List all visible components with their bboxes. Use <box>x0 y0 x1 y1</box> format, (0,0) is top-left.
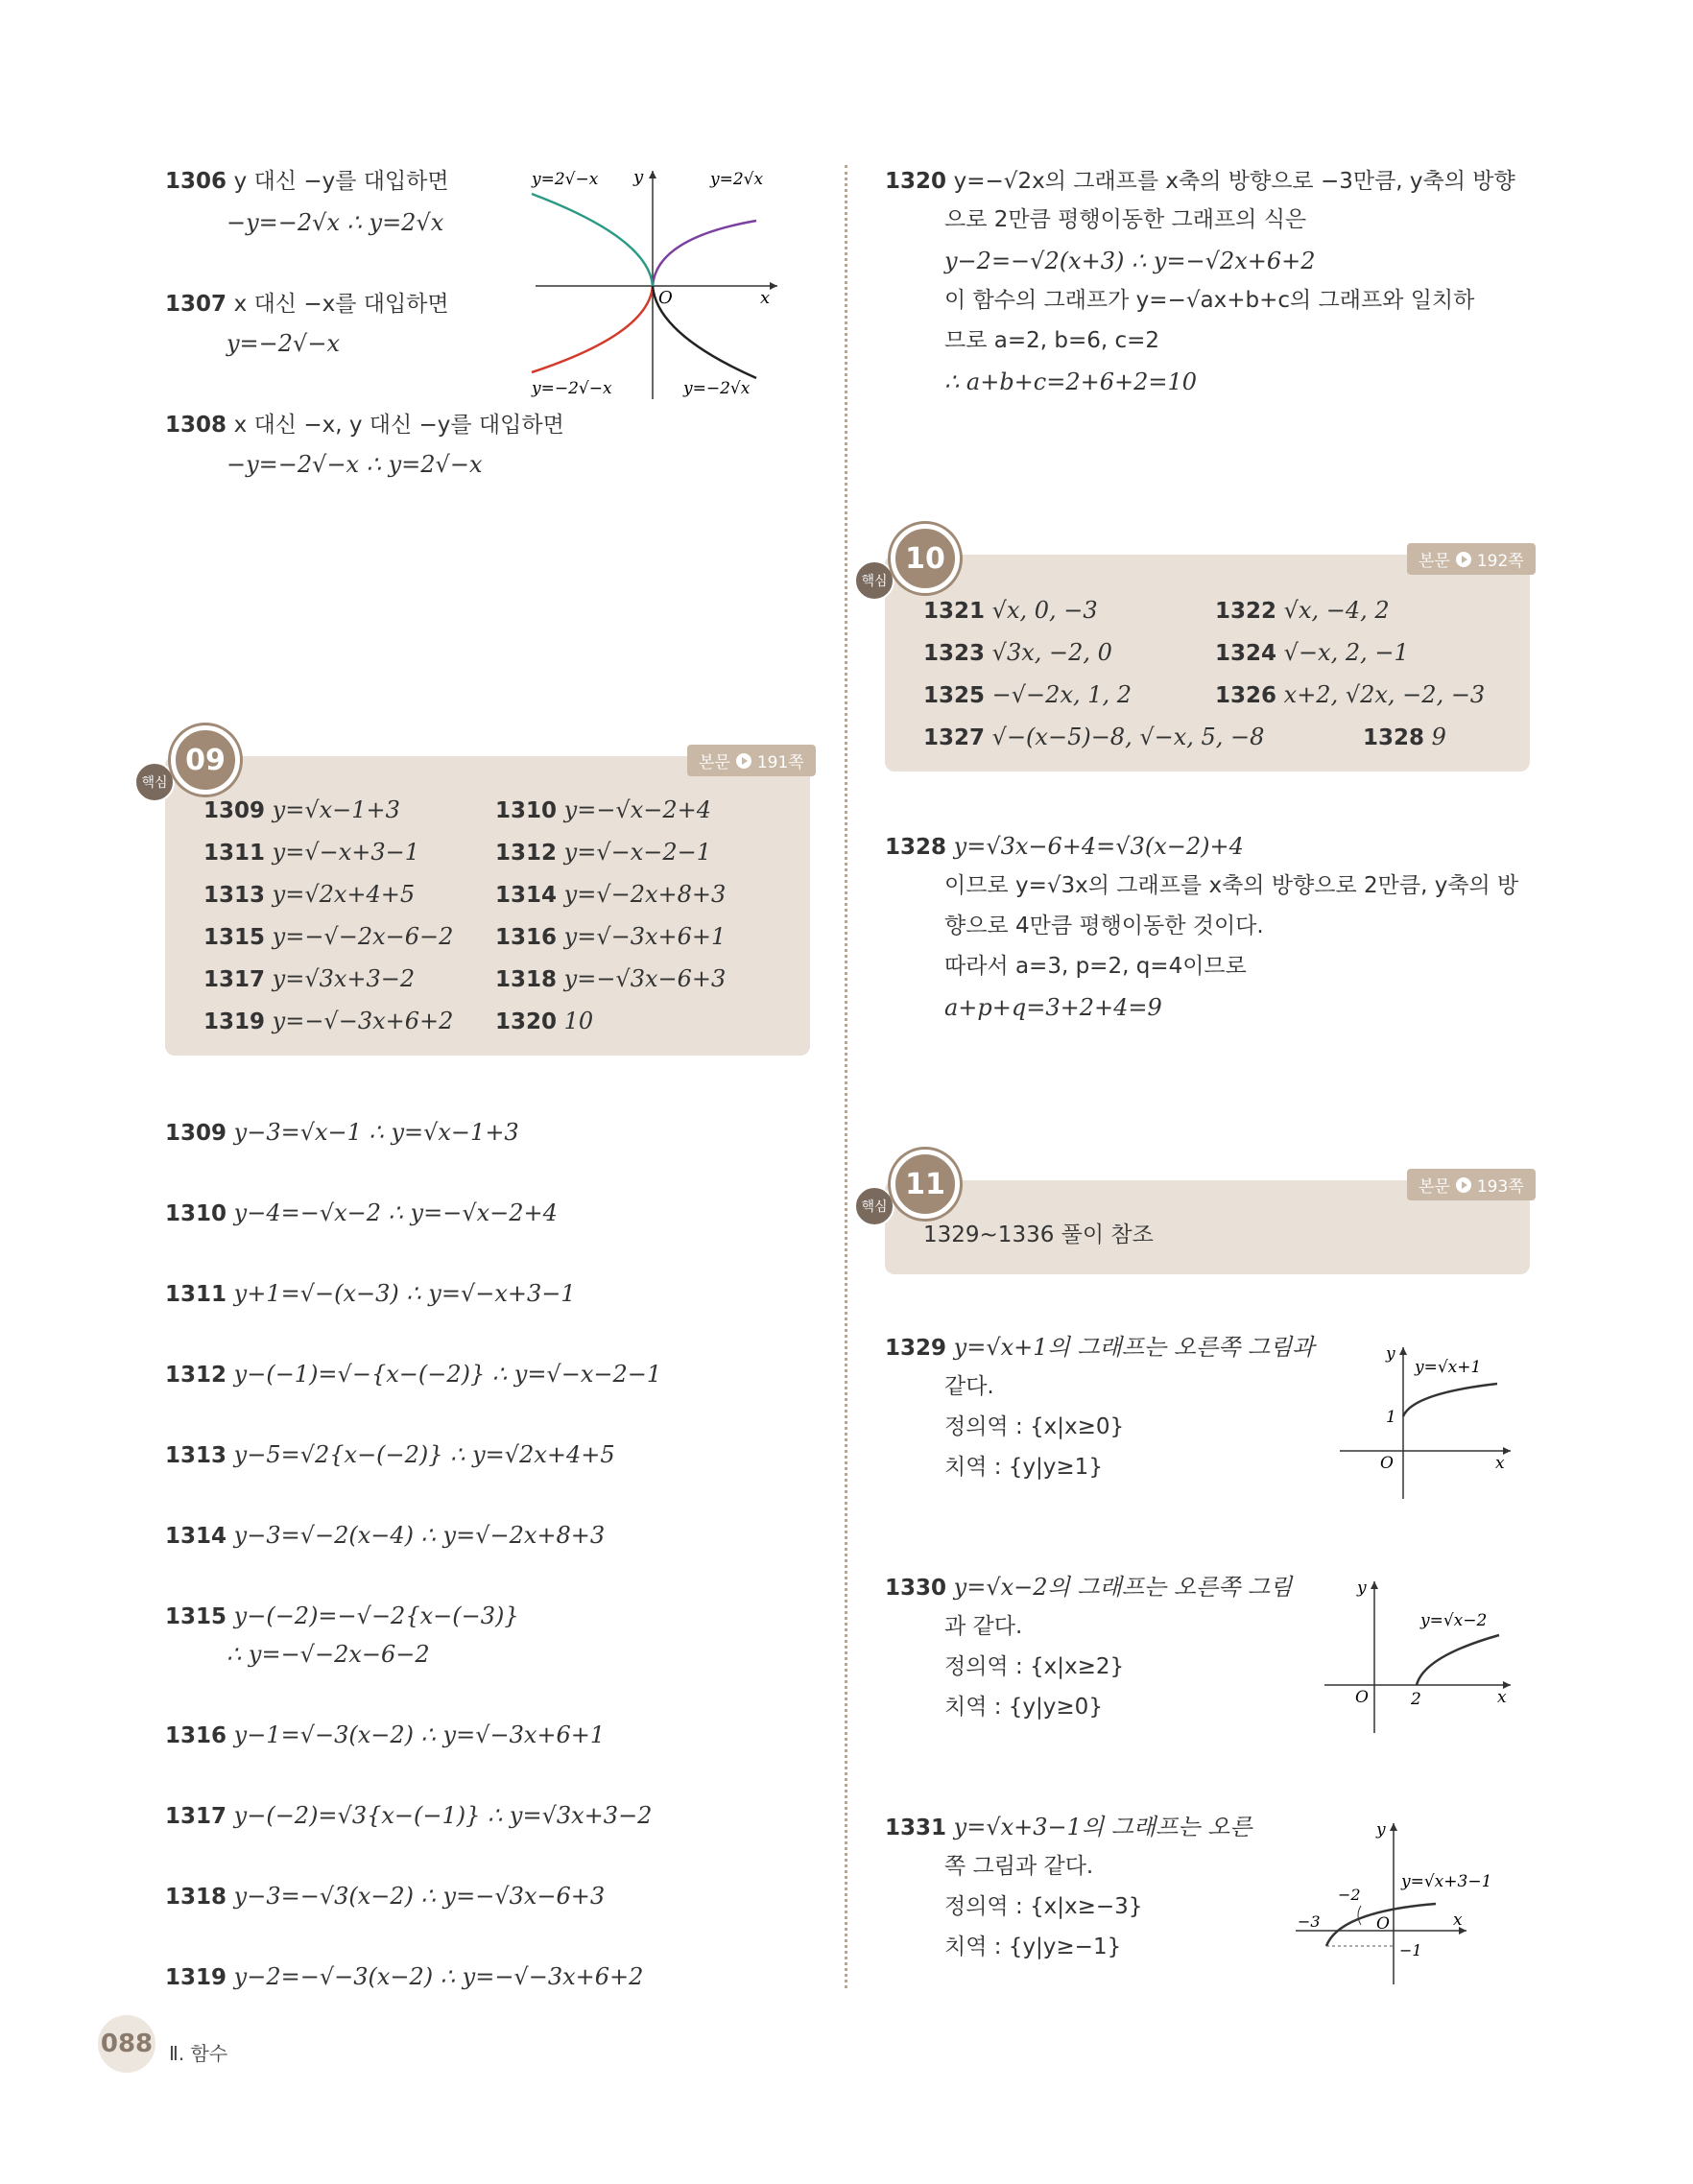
solution-line: y=−2√−x <box>227 330 340 357</box>
solution-line: 향으로 4만큼 평행이동한 것이다. <box>944 914 1264 938</box>
solution-line: 쪽 그림과 같다. <box>944 1854 1094 1879</box>
answer: y=√−3x+6+1 <box>563 923 727 950</box>
x-axis-label: x <box>1497 1688 1507 1707</box>
problem-number: 1317 <box>203 967 266 992</box>
tick-label: −1 <box>1399 1941 1422 1959</box>
arrow-icon <box>736 753 751 769</box>
answer: y=√3x+3−2 <box>272 965 416 992</box>
page-reference <box>1407 543 1536 575</box>
problem-number: 1313 <box>165 1443 227 1468</box>
problem-number: 1309 <box>165 1121 227 1146</box>
graph-1329 <box>1336 1340 1518 1503</box>
y-axis-label: y <box>1386 1344 1395 1364</box>
problem-number: 1317 <box>165 1804 227 1829</box>
answer: 9 <box>1431 724 1446 750</box>
solution-line: −y=−2√−x ∴ y=2√−x <box>227 451 483 478</box>
graph-1306 <box>526 161 785 401</box>
solution-line: 정의역 : {x|x≥2} <box>944 1654 1125 1679</box>
problem-number: 1316 <box>165 1723 227 1748</box>
label-br: y=−2√x <box>683 379 751 398</box>
answer: y=√−2x+8+3 <box>563 881 727 908</box>
problem-number: 1316 <box>495 925 558 950</box>
problem-number: 1314 <box>495 883 558 908</box>
problem-number: 1315 <box>165 1604 227 1629</box>
answer: √x, 0, −3 <box>991 597 1098 624</box>
solution-line: ∴ a+b+c=2+6+2=10 <box>944 368 1198 395</box>
ref-label: 본문 <box>1419 1177 1450 1197</box>
x-axis-label: x <box>760 288 771 308</box>
ref-label: 본문 <box>699 753 730 772</box>
answer: √−x, 2, −1 <box>1283 639 1409 666</box>
solution-line: y−(−1)=√−{x−(−2)} ∴ y=√−x−2−1 <box>233 1361 662 1388</box>
problem-number: 1315 <box>203 925 266 950</box>
core-tag: 핵심 <box>854 560 894 601</box>
problem-number: 1328 <box>1363 725 1425 750</box>
answer: −√−2x, 1, 2 <box>991 681 1133 708</box>
solution-line: y+1=√−(x−3) ∴ y=√−x+3−1 <box>233 1280 576 1307</box>
graph-1331 <box>1292 1816 1522 1988</box>
problem-number: 1320 <box>885 169 947 194</box>
solution-line: −y=−2√x ∴ y=2√x <box>227 209 444 236</box>
curve-label: y=√x+1 <box>1415 1358 1482 1377</box>
problem-number: 1312 <box>165 1363 227 1388</box>
problem-number: 1320 <box>495 1009 558 1034</box>
problem-number: 1324 <box>1215 641 1277 666</box>
answer: y=−√x−2+4 <box>563 796 712 823</box>
solution-line: 정의역 : {x|x≥0} <box>944 1414 1125 1439</box>
solution-line: y−(−2)=−√−2{x−(−3)} <box>233 1602 519 1629</box>
problem-number: 1325 <box>923 683 986 708</box>
label-tl: y=2√−x <box>532 170 599 189</box>
solution-line: 치역 : {y|y≥0} <box>944 1695 1103 1720</box>
y-axis-label: y <box>633 167 644 187</box>
core-tag: 핵심 <box>134 762 175 802</box>
solution-line: y−3=√x−1 ∴ y=√x−1+3 <box>233 1119 519 1146</box>
arrow-icon <box>1456 552 1471 567</box>
answer: x+2, √2x, −2, −3 <box>1283 681 1486 708</box>
problem-number: 1307 <box>165 292 227 317</box>
solution-line: y=√x+1의 그래프는 오른쪽 그림과 <box>953 1334 1315 1361</box>
problem-number: 1318 <box>165 1885 227 1910</box>
solution-line: y−1=√−3(x−2) ∴ y=√−3x+6+1 <box>233 1721 606 1748</box>
label-tr: y=2√x <box>710 170 764 189</box>
problem-number: 1331 <box>885 1816 947 1840</box>
solution-line: y=√x+3−1의 그래프는 오른 <box>953 1814 1252 1840</box>
x-axis-label: x <box>1453 1911 1463 1930</box>
problem-number: 1310 <box>165 1201 227 1226</box>
section-badge: 11 <box>891 1150 960 1219</box>
answer: y=√−x+3−1 <box>272 839 420 866</box>
ref-page: 193쪽 <box>1476 1177 1524 1197</box>
problem-number: 1323 <box>923 641 986 666</box>
solution-line: y 대신 −y를 대입하면 <box>233 169 449 194</box>
solution-line: 치역 : {y|y≥1} <box>944 1455 1103 1480</box>
answer: 10 <box>563 1008 594 1034</box>
answer: y=−√3x−6+3 <box>563 965 727 992</box>
solution-line: y−3=−√3(x−2) ∴ y=−√3x−6+3 <box>233 1883 606 1910</box>
ref-page: 191쪽 <box>756 753 804 772</box>
box11-text: 1329~1336 풀이 참조 <box>923 1223 1154 1247</box>
solution-line: x 대신 −x, y 대신 −y를 대입하면 <box>233 413 564 438</box>
curve-label: y=√x+3−1 <box>1401 1872 1492 1891</box>
solution-line: 같다. <box>944 1374 994 1399</box>
problem-number: 1314 <box>165 1524 227 1549</box>
origin-label: O <box>1380 1454 1394 1473</box>
problem-number: 1312 <box>495 841 558 866</box>
page-number: 088 <box>98 2015 155 2073</box>
answer: √3x, −2, 0 <box>991 639 1112 666</box>
arrow-icon <box>1456 1177 1471 1193</box>
label-bl: y=−2√−x <box>532 379 612 398</box>
problem-number: 1309 <box>203 798 266 823</box>
page-reference <box>687 745 816 776</box>
answer: y=√x−1+3 <box>272 796 400 823</box>
answer: y=√2x+4+5 <box>272 881 416 908</box>
chapter-title: Ⅱ. 함수 <box>169 2042 228 2065</box>
solution-line: y=−√2x의 그래프를 x축의 방향으로 −3만큼, y축의 방향 <box>953 169 1515 194</box>
origin-label: O <box>1355 1688 1369 1707</box>
problem-number: 1319 <box>203 1009 266 1034</box>
solution-line: 므로 a=2, b=6, c=2 <box>944 328 1160 353</box>
solution-line: ∴ y=−√−2x−6−2 <box>227 1641 430 1668</box>
problem-number: 1308 <box>165 413 227 438</box>
x-axis-label: x <box>1495 1454 1505 1473</box>
problem-number: 1329 <box>885 1336 947 1361</box>
problem-number: 1330 <box>885 1576 947 1601</box>
solution-line: 이 함수의 그래프가 y=−√ax+b+c의 그래프와 일치하 <box>944 288 1475 313</box>
solution-line: 이므로 y=√3x의 그래프를 x축의 방향으로 2만큼, y축의 방 <box>944 873 1519 898</box>
column-divider <box>845 165 847 1988</box>
section-badge: 09 <box>171 725 240 795</box>
solution-line: y=√3x−6+4=√3(x−2)+4 <box>953 833 1244 860</box>
problem-number: 1310 <box>495 798 558 823</box>
answer: √x, −4, 2 <box>1283 597 1390 624</box>
problem-number: 1313 <box>203 883 266 908</box>
answer: y=−√−3x+6+2 <box>272 1008 454 1034</box>
problem-number: 1319 <box>165 1965 227 1990</box>
problem-number: 1326 <box>1215 683 1277 708</box>
answer: √−(x−5)−8, √−x, 5, −8 <box>991 724 1265 750</box>
solution-line: x 대신 −x를 대입하면 <box>233 292 449 317</box>
solution-line: y=√x−2의 그래프는 오른쪽 그림 <box>953 1574 1293 1601</box>
curve-label: y=√x−2 <box>1420 1611 1488 1630</box>
y-axis-label: y <box>1357 1579 1367 1598</box>
solution-line: 으로 2만큼 평행이동한 그래프의 식은 <box>944 207 1307 232</box>
solution-line: 정의역 : {x|x≥−3} <box>944 1894 1143 1919</box>
problem-number: 1311 <box>165 1282 227 1307</box>
origin-label: O <box>1376 1914 1390 1934</box>
solution-line: y−3=√−2(x−4) ∴ y=√−2x+8+3 <box>233 1522 606 1549</box>
problem-number: 1306 <box>165 169 227 194</box>
tick-label: 1 <box>1386 1408 1396 1427</box>
page-reference <box>1407 1169 1536 1200</box>
solution-line: 과 같다. <box>944 1614 1023 1639</box>
problem-number: 1328 <box>885 835 947 860</box>
origin-label: O <box>658 288 673 308</box>
solution-line: y−4=−√x−2 ∴ y=−√x−2+4 <box>233 1199 558 1226</box>
solution-line: y−2=−√2(x+3) ∴ y=−√2x+6+2 <box>944 248 1316 274</box>
y-axis-label: y <box>1376 1820 1386 1840</box>
tick-label: 2 <box>1411 1690 1421 1709</box>
ref-page: 192쪽 <box>1476 552 1524 571</box>
problem-number: 1327 <box>923 725 986 750</box>
problem-number: 1322 <box>1215 599 1277 624</box>
ref-label: 본문 <box>1419 552 1450 571</box>
tick-label: −3 <box>1298 1912 1321 1931</box>
answer: y=√−x−2−1 <box>563 839 712 866</box>
tick-label: −2 <box>1338 1886 1361 1904</box>
answer: y=−√−2x−6−2 <box>272 923 454 950</box>
problem-number: 1318 <box>495 967 558 992</box>
graph-1330 <box>1321 1574 1518 1737</box>
solution-line: y−2=−√−3(x−2) ∴ y=−√−3x+6+2 <box>233 1963 644 1990</box>
section-badge: 10 <box>891 524 960 593</box>
problem-number: 1311 <box>203 841 266 866</box>
problem-number: 1321 <box>923 599 986 624</box>
solution-line: y−5=√2{x−(−2)} ∴ y=√2x+4+5 <box>233 1441 615 1468</box>
solution-line: y−(−2)=√3{x−(−1)} ∴ y=√3x+3−2 <box>233 1802 653 1829</box>
solution-line: 치역 : {y|y≥−1} <box>944 1935 1122 1959</box>
solution-line: a+p+q=3+2+4=9 <box>944 994 1162 1021</box>
core-tag: 핵심 <box>854 1186 894 1226</box>
solution-line: 따라서 a=3, p=2, q=4이므로 <box>944 954 1247 979</box>
